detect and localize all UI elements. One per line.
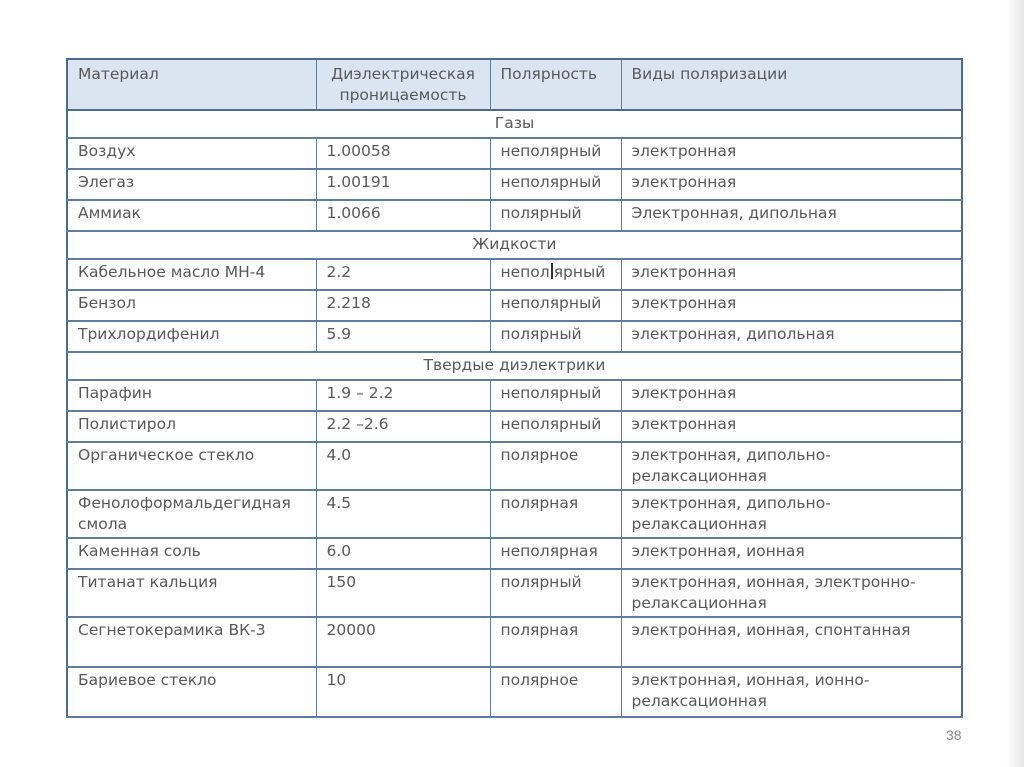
cell-material: Аммиак	[67, 200, 316, 231]
table-row	[67, 490, 962, 538]
table-row	[67, 442, 962, 490]
cell-polarization: электронная	[621, 138, 962, 169]
cell-material: Фенолоформальдегидная смола	[67, 490, 316, 538]
cell-permittivity: 1.00058	[316, 138, 490, 169]
cell-polarity: неполярный	[490, 380, 621, 411]
header-row	[67, 59, 962, 110]
cell-material: Кабельное масло МН-4	[67, 259, 316, 290]
cell-polarization: электронная, дипольно-релаксационная	[621, 442, 962, 490]
cell-polarity: неполярный	[490, 169, 621, 200]
cell-polarity: полярный	[490, 200, 621, 231]
group-row-liquids	[67, 231, 962, 259]
cell-polarization: электронная	[621, 259, 962, 290]
cell-polarity[interactable]	[490, 259, 621, 290]
cell-permittivity: 5.9	[316, 321, 490, 352]
cell-material: Органическое стекло	[67, 442, 316, 490]
text-cursor	[551, 263, 553, 279]
cell-polarity: полярный	[490, 321, 621, 352]
cell-polarization: электронная	[621, 290, 962, 321]
cell-permittivity: 4.0	[316, 442, 490, 490]
group-title-gases: Газы	[67, 110, 962, 138]
group-row-gases	[67, 110, 962, 138]
cell-polarity: неполярный	[490, 290, 621, 321]
cell-polarization: электронная, ионная	[621, 538, 962, 569]
cell-polarity: полярный	[490, 569, 621, 617]
cell-polarity: полярное	[490, 442, 621, 490]
cell-permittivity: 1.00191	[316, 169, 490, 200]
cell-permittivity: 2.2 –2.6	[316, 411, 490, 442]
cell-material: Каменная соль	[67, 538, 316, 569]
table-row	[67, 290, 962, 321]
cell-polarization: электронная, ионная, спонтанная	[621, 617, 962, 667]
cell-polarization: Электронная, дипольная	[621, 200, 962, 231]
table-row	[67, 538, 962, 569]
table-row	[67, 667, 962, 717]
header-material: Материал	[67, 59, 316, 110]
dielectric-properties-table	[66, 58, 963, 718]
polarity-text-end: ярный	[553, 263, 606, 281]
page-number: 38	[946, 727, 962, 743]
cell-polarization: электронная, ионная, электронно-релаксационная	[621, 569, 962, 617]
cell-permittivity: 2.218	[316, 290, 490, 321]
cell-permittivity: 4.5	[316, 490, 490, 538]
cell-polarity: неполярная	[490, 538, 621, 569]
cell-material: Воздух	[67, 138, 316, 169]
table-row	[67, 617, 962, 667]
table-row	[67, 380, 962, 411]
cell-polarization: электронная, дипольно-релаксационная	[621, 490, 962, 538]
cell-polarization: электронная, дипольная	[621, 321, 962, 352]
cell-material: Бензол	[67, 290, 316, 321]
cell-material: Бариевое стекло	[67, 667, 316, 717]
slide-edge-shadow	[1006, 0, 1024, 767]
cell-material: Титанат кальция	[67, 569, 316, 617]
cell-permittivity: 2.2	[316, 259, 490, 290]
table-row	[67, 411, 962, 442]
header-polarity: Полярность	[490, 59, 621, 110]
table-row	[67, 138, 962, 169]
cell-polarity: полярное	[490, 667, 621, 717]
cell-material: Полистирол	[67, 411, 316, 442]
cell-permittivity: 150	[316, 569, 490, 617]
cell-permittivity: 1.0066	[316, 200, 490, 231]
cell-polarity: неполярный	[490, 138, 621, 169]
cell-polarization: электронная	[621, 169, 962, 200]
table-row	[67, 169, 962, 200]
cell-material: Трихлордифенил	[67, 321, 316, 352]
table-row	[67, 569, 962, 617]
header-polarization: Виды поляризации	[621, 59, 962, 110]
group-title-liquids: Жидкости	[67, 231, 962, 259]
cell-permittivity: 10	[316, 667, 490, 717]
cell-material: Сегнетокерамика ВК-3	[67, 617, 316, 667]
cell-polarity: неполярный	[490, 411, 621, 442]
group-title-solids: Твердые диэлектрики	[67, 352, 962, 380]
table-row	[67, 321, 962, 352]
cell-polarization: электронная	[621, 411, 962, 442]
group-row-solids	[67, 352, 962, 380]
cell-polarization: электронная	[621, 380, 962, 411]
polarity-text-start: непол	[500, 263, 550, 281]
header-permittivity: Диэлектрическая проницаемость	[316, 59, 490, 110]
cell-permittivity: 6.0	[316, 538, 490, 569]
cell-permittivity: 20000	[316, 617, 490, 667]
cell-polarity: полярная	[490, 490, 621, 538]
table-row	[67, 259, 962, 290]
cell-polarity: полярная	[490, 617, 621, 667]
cell-polarization: электронная, ионная, ионно-релаксационная	[621, 667, 962, 717]
cell-material: Элегаз	[67, 169, 316, 200]
cell-material: Парафин	[67, 380, 316, 411]
table-row	[67, 200, 962, 231]
cell-permittivity: 1.9 – 2.2	[316, 380, 490, 411]
